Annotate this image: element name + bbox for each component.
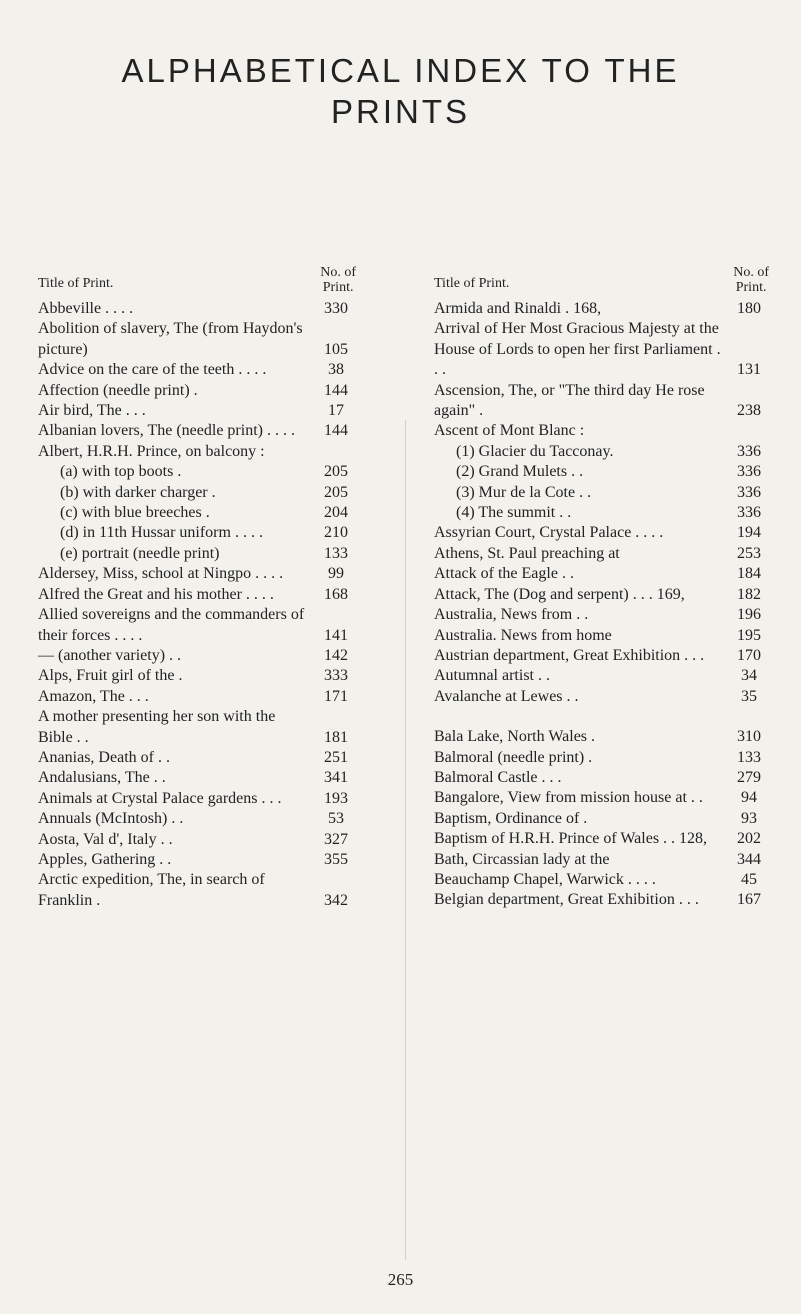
index-entry xyxy=(38,299,356,319)
index-entry xyxy=(434,585,769,605)
entry-print-number: 327 xyxy=(324,830,348,848)
entry-print-number: 204 xyxy=(324,504,348,522)
entry-print-number: 38 xyxy=(328,361,344,379)
entry-title: Belgian department, Great Exhibition . . . xyxy=(434,891,699,909)
index-column-left xyxy=(38,255,356,911)
entry-title: Armida and Rinaldi . 168, xyxy=(434,300,602,317)
index-entry xyxy=(434,870,769,890)
header-title-of-print: Title of Print. xyxy=(434,276,510,291)
entry-title: Baptism, Ordinance of . xyxy=(434,809,588,827)
index-entry xyxy=(38,544,356,564)
index-entry xyxy=(38,850,356,870)
index-entry xyxy=(38,605,356,646)
entry-title: Ascension, The, or "The third day He rose again" . xyxy=(434,381,705,420)
entry-print-number: 344 xyxy=(737,850,761,868)
entry-print-number: 94 xyxy=(741,789,757,807)
entry-title: A mother presenting her son with the Bible . . xyxy=(38,708,276,746)
entry-print-number: 131 xyxy=(737,361,761,379)
entry-title: Avalanche at Lewes . . xyxy=(434,687,579,705)
entry-print-number: 53 xyxy=(328,810,344,828)
index-entry xyxy=(434,381,769,422)
entry-print-number: 144 xyxy=(324,422,348,440)
index-entry xyxy=(434,748,769,768)
entry-title: Ananias, Death of . . xyxy=(38,748,170,766)
header-title-of-print: Title of Print. xyxy=(38,276,114,291)
index-entry xyxy=(38,442,356,462)
page-title xyxy=(0,50,801,133)
entry-title: Balmoral Castle . . . xyxy=(434,768,562,786)
entry-title: Austrian department, Great Exhibition . . . xyxy=(434,646,705,664)
index-entry xyxy=(434,727,769,747)
index-entry xyxy=(38,381,356,401)
entry-print-number: 184 xyxy=(737,565,761,583)
index-entry xyxy=(38,789,356,809)
entry-print-number: 330 xyxy=(324,300,348,317)
entry-print-number: 196 xyxy=(737,606,761,624)
index-entry xyxy=(38,564,356,584)
entry-print-number: 205 xyxy=(324,483,348,501)
entry-title: Arrival of Her Most Gracious Majesty at the House of Lords to open her first Parliament . . . xyxy=(434,320,721,379)
entry-title: Aosta, Val d', Italy . . xyxy=(38,830,173,848)
entry-print-number: 336 xyxy=(737,442,761,460)
entry-print-number: 141 xyxy=(324,626,348,644)
entry-print-number: 93 xyxy=(741,809,757,827)
entry-print-number: 168 xyxy=(324,585,348,603)
entry-title: (b) with darker charger . xyxy=(60,483,216,501)
index-entry xyxy=(434,605,769,625)
index-entry xyxy=(434,768,769,788)
entry-print-number: 342 xyxy=(324,891,348,909)
index-entry xyxy=(38,687,356,707)
entry-title: (4) The summit . . xyxy=(456,504,572,522)
index-entry xyxy=(434,829,769,849)
index-entry xyxy=(434,442,769,462)
index-entry xyxy=(434,626,769,646)
index-entry xyxy=(38,707,356,748)
entry-title: Arctic expedition, The, in search of Franklin . xyxy=(38,871,265,909)
entry-print-number: 310 xyxy=(737,728,761,746)
entry-print-number: 105 xyxy=(324,340,348,358)
entry-title: Animals at Crystal Palace gardens . . . xyxy=(38,789,282,807)
entry-print-number: 144 xyxy=(324,381,348,399)
entry-title: Albert, H.R.H. Prince, on balcony : xyxy=(38,442,265,460)
entry-title: Annuals (McIntosh) . . xyxy=(38,810,184,828)
entry-print-number: 182 xyxy=(737,585,761,603)
index-entry xyxy=(434,299,769,319)
column-header xyxy=(434,255,769,299)
entry-title: (d) in 11th Hussar uniform . . . . xyxy=(60,524,263,542)
entry-print-number: 194 xyxy=(737,524,761,542)
entry-title: Bath, Circassian lady at the xyxy=(434,850,610,868)
entry-print-number: 180 xyxy=(737,300,761,317)
entry-title: Abbeville . . . . xyxy=(38,300,134,317)
index-entry xyxy=(434,646,769,666)
entry-title: Andalusians, The . . xyxy=(38,769,166,787)
entry-title: — (another variety) . . xyxy=(38,646,182,664)
page-title-line-2: PRINTS xyxy=(330,93,470,131)
index-entry xyxy=(434,523,769,543)
index-entry xyxy=(434,483,769,503)
entry-print-number: 133 xyxy=(737,748,761,766)
index-entry xyxy=(38,830,356,850)
header-no-of-print: No. of Print. xyxy=(733,265,769,295)
entry-title: Abolition of slavery, The (from Haydon's picture) xyxy=(38,320,303,358)
entry-title: (3) Mur de la Cote . . xyxy=(456,483,592,501)
entry-title: Beauchamp Chapel, Warwick . . . . xyxy=(434,870,656,888)
index-list-left xyxy=(38,299,356,911)
entry-title: Aldersey, Miss, school at Ningpo . . . . xyxy=(38,565,284,583)
entry-title: Albanian lovers, The (needle print) . . . . xyxy=(38,422,295,440)
entry-print-number: 193 xyxy=(324,789,348,807)
entry-print-number: 195 xyxy=(737,626,761,644)
index-entry xyxy=(38,523,356,543)
entry-title: Bangalore, View from mission house at . . xyxy=(434,789,703,807)
header-no-of-print: No. of Print. xyxy=(320,265,356,295)
index-entry xyxy=(434,564,769,584)
index-entry xyxy=(434,687,769,707)
entry-title: Affection (needle print) . xyxy=(38,381,198,399)
column-divider xyxy=(405,420,406,1260)
index-entry xyxy=(434,890,769,910)
entry-title: (2) Grand Mulets . . xyxy=(456,463,584,481)
index-entry xyxy=(38,421,356,441)
entry-print-number: 171 xyxy=(324,687,348,705)
entry-print-number: 133 xyxy=(324,544,348,562)
index-entry xyxy=(38,748,356,768)
entry-title: Baptism of H.R.H. Prince of Wales . . 128, xyxy=(434,830,708,848)
entry-title: Assyrian Court, Crystal Palace . . . . xyxy=(434,524,664,542)
entry-print-number: 170 xyxy=(737,646,761,664)
index-entry xyxy=(38,870,356,911)
entry-title: (1) Glacier du Tacconay. xyxy=(456,442,614,460)
entry-title: Australia, News from . . xyxy=(434,606,589,624)
index-entry xyxy=(434,809,769,829)
entry-print-number: 99 xyxy=(328,565,344,583)
entry-title: (c) with blue breeches . xyxy=(60,504,210,522)
index-entry xyxy=(38,319,356,360)
entry-title: Air bird, The . . . xyxy=(38,402,146,420)
entry-title: Allied sovereigns and the commanders of their forces . . . . xyxy=(38,606,305,644)
index-entry xyxy=(434,503,769,523)
entry-title: Attack of the Eagle . . xyxy=(434,565,574,583)
entry-print-number: 355 xyxy=(324,850,348,868)
entry-title: Balmoral (needle print) . xyxy=(434,748,593,766)
entry-title: Apples, Gathering . . xyxy=(38,850,172,868)
index-column-right xyxy=(434,255,769,911)
index-entry xyxy=(434,421,769,441)
index-entry xyxy=(38,401,356,421)
entry-print-number: 142 xyxy=(324,646,348,664)
entry-title: Attack, The (Dog and serpent) . . . 169, xyxy=(434,585,685,603)
column-header xyxy=(38,255,356,299)
entry-print-number: 333 xyxy=(324,667,348,685)
entry-print-number: 341 xyxy=(324,769,348,787)
index-entry xyxy=(38,768,356,788)
index-entry xyxy=(434,666,769,686)
entry-print-number: 238 xyxy=(737,402,761,420)
entry-print-number: 279 xyxy=(737,768,761,786)
entry-title: (e) portrait (needle print) xyxy=(60,544,220,562)
entry-print-number: 167 xyxy=(737,891,761,909)
entry-print-number: 202 xyxy=(737,830,761,848)
entry-print-number: 251 xyxy=(324,748,348,766)
entry-title: (a) with top boots . xyxy=(60,463,182,481)
index-entry xyxy=(434,462,769,482)
index-entry xyxy=(38,585,356,605)
entry-print-number: 181 xyxy=(324,728,348,746)
entry-title: Advice on the care of the teeth . . . . xyxy=(38,361,267,379)
entry-print-number: 253 xyxy=(737,544,761,562)
index-entry xyxy=(434,544,769,564)
entry-print-number: 336 xyxy=(737,504,761,522)
entry-print-number: 210 xyxy=(324,524,348,542)
entry-title: Alfred the Great and his mother . . . . xyxy=(38,585,274,603)
index-entry xyxy=(38,809,356,829)
entry-title: Alps, Fruit girl of the . xyxy=(38,667,183,685)
index-entry xyxy=(38,462,356,482)
index-entry xyxy=(38,360,356,380)
entry-print-number: 45 xyxy=(741,870,757,888)
entry-title: Ascent of Mont Blanc : xyxy=(434,422,585,440)
index-entry xyxy=(434,788,769,808)
entry-print-number: 336 xyxy=(737,483,761,501)
page-number: 265 xyxy=(387,1270,414,1289)
index-entry xyxy=(38,483,356,503)
entry-print-number: 35 xyxy=(741,687,757,705)
entry-print-number: 205 xyxy=(324,463,348,481)
entry-title: Athens, St. Paul preaching at xyxy=(434,544,620,562)
entry-title: Australia. News from home xyxy=(434,626,612,644)
entry-title: Autumnal artist . . xyxy=(434,667,550,685)
index-entry xyxy=(434,319,769,380)
index-entry xyxy=(38,666,356,686)
page-title-line-1: ALPHABETICAL INDEX TO THE xyxy=(121,52,680,89)
entry-print-number: 336 xyxy=(737,463,761,481)
entry-title: Bala Lake, North Wales . xyxy=(434,728,596,746)
entry-title: Amazon, The . . . xyxy=(38,687,149,705)
entry-print-number: 17 xyxy=(328,402,344,420)
index-entry xyxy=(434,850,769,870)
index-list-right xyxy=(434,299,769,911)
index-entry xyxy=(38,503,356,523)
index-entry xyxy=(38,646,356,666)
entry-print-number: 34 xyxy=(741,667,757,685)
